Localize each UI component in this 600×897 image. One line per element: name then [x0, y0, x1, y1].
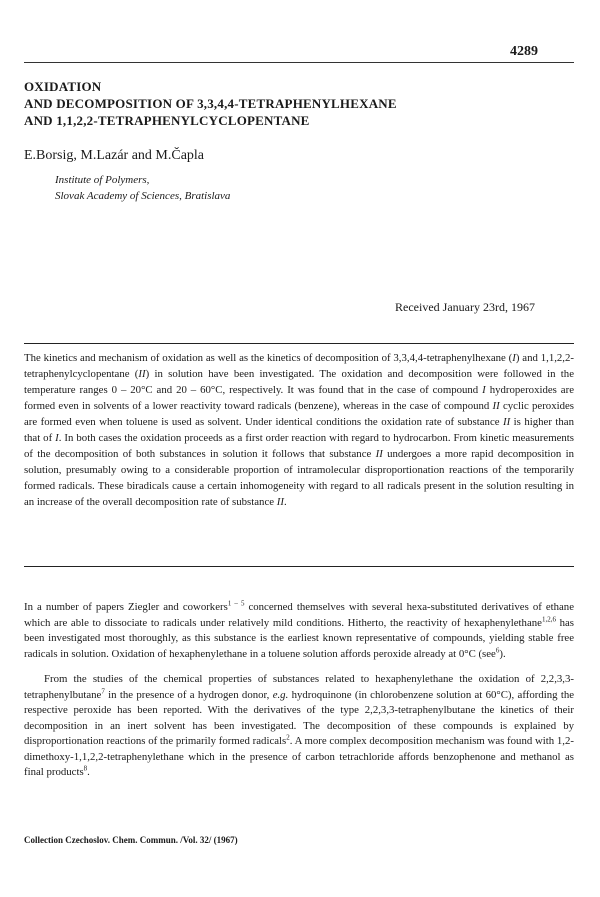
abstract-segment: .: [283, 496, 287, 508]
italic-abbreviation: e.g.: [272, 688, 289, 701]
title-line-3: AND 1,1,2,2-TETRAPHENYLCYCLOPENTANE: [24, 113, 310, 128]
abstract-segment: undergoes a more rapid decomposition in solution, presumably owing to a considerable proportion of intramolecular disproportionation reactions of the temporarily formed radicals. These biradicals cause a certain inhomogeneity with regard to all radicals present in the solution resulting in an increase of the overall decomposition rate of substance: [24, 448, 574, 508]
text-segment: concerned themselves with several hexa-substituted derivatives of ethane which are able to dissociate to radicals under relatively mild conditions. Hitherto, the reactivity of hexaphenylethane: [24, 601, 574, 629]
affiliation-line-2: Slovak Academy of Sciences, Bratislava: [55, 190, 231, 202]
citation-ref: 8: [83, 764, 88, 773]
abstract-text: [24, 350, 574, 510]
abstract-top-rule: [24, 343, 574, 344]
authors: E.Borsig, M.Lazár and M.Čapla: [24, 148, 205, 163]
compound-ref: I: [482, 384, 486, 396]
affiliation-line-1: Institute of Polymers,: [55, 174, 150, 186]
abstract-segment: cyclic peroxides are formed even when toluene is used as solvent. Under identical conditions the oxidation rate of substance: [24, 400, 574, 428]
citation-ref: 1,2,6: [541, 614, 556, 623]
citation-ref: 7: [101, 686, 105, 695]
text-segment: in the presence of a hydrogen donor,: [104, 688, 273, 701]
body-text: [24, 600, 574, 791]
compound-ref: II: [492, 400, 500, 412]
abstract-segment: ) in solution have been investigated. The oxidation and decomposition were followed in the temperature ranges 0 – 20°C and 20 – 60°C, respectively. It was found that in the case of compound: [24, 368, 575, 396]
citation-ref: 6: [495, 645, 500, 654]
title-line-2: AND DECOMPOSITION OF 3,3,4,4-TETRAPHENYLHEXANE: [24, 96, 397, 111]
received-date: Received January 23rd, 1967: [395, 300, 535, 314]
text-segment: From the studies of the chemical properties of substances related to hexaphenylethane the oxidation of 2,2,3,3-tetraphenylbutane: [24, 673, 574, 701]
citation-ref: 2: [286, 733, 290, 742]
article-title: [24, 78, 574, 129]
abstract: [24, 350, 574, 510]
title-line-1: OXIDATION: [24, 79, 102, 94]
text-segment: hydroquinone (in chlorobenzene solution at 60°C), affording the respective peroxide has been reported. With the derivatives of the type 2,2,3,3-tetraphenylbutane the kinetics of their decomposition in an inert solvent has been investigated. The decomposition of these compounds is explained by disproportionation reactions of the primarily formed radicals: [24, 688, 575, 747]
compound-ref: II: [375, 448, 383, 460]
abstract-segment: . In both cases the oxidation proceeds as a first order reaction with regard to hydrocarbon. From kinetic measurements of the decomposition of both substances in solution it follows that substance: [24, 432, 574, 460]
compound-ref: I: [55, 432, 59, 444]
text-segment: ).: [499, 647, 506, 660]
text-segment: . A more complex decomposition mechanism was found with 1,2-dimethoxy-1,1,2,2-tetraphenylethane which in the presence of carbon tetrachloride affords benzophenone and methanol as final products: [24, 735, 574, 778]
text-segment: In a number of papers Ziegler and coworkers: [24, 601, 228, 613]
compound-ref: II: [276, 496, 284, 508]
abstract-segment: ) and 1,1,2,2-tetraphenylcyclopentane (: [24, 352, 575, 380]
compound-ref: II: [503, 416, 511, 428]
abstract-bottom-rule: [24, 566, 574, 567]
abstract-segment: is higher than that of: [24, 416, 574, 444]
citation-ref: 1 – 5: [227, 599, 245, 608]
text-segment: .: [87, 766, 90, 778]
journal-footer: Collection Czechoslov. Chem. Commun. /Vol. 32/ (1967): [24, 835, 238, 845]
compound-ref: II: [138, 368, 146, 380]
abstract-segment: The kinetics and mechanism of oxidation as well as the kinetics of decomposition of 3,3,4,4-tetraphenylhexane (: [24, 352, 513, 364]
abstract-segment: hydroperoxides are formed even in solvents of a lower reactivity toward radicals (benzene), whereas in the case of compound: [24, 384, 574, 412]
affiliation: [55, 172, 230, 204]
paragraph-2: [24, 672, 574, 781]
compound-ref: I: [512, 352, 516, 364]
page-number: 4289: [510, 44, 538, 59]
paragraph-1: [24, 600, 574, 662]
header-rule: [24, 62, 574, 63]
text-segment: has been investigated most thoroughly, as this substance is the earliest known representative of compounds, yielding stable free radicals in solution. Oxidation of hexaphenylethane in a toluene solution affords peroxide already at 0°C (see: [24, 616, 574, 660]
